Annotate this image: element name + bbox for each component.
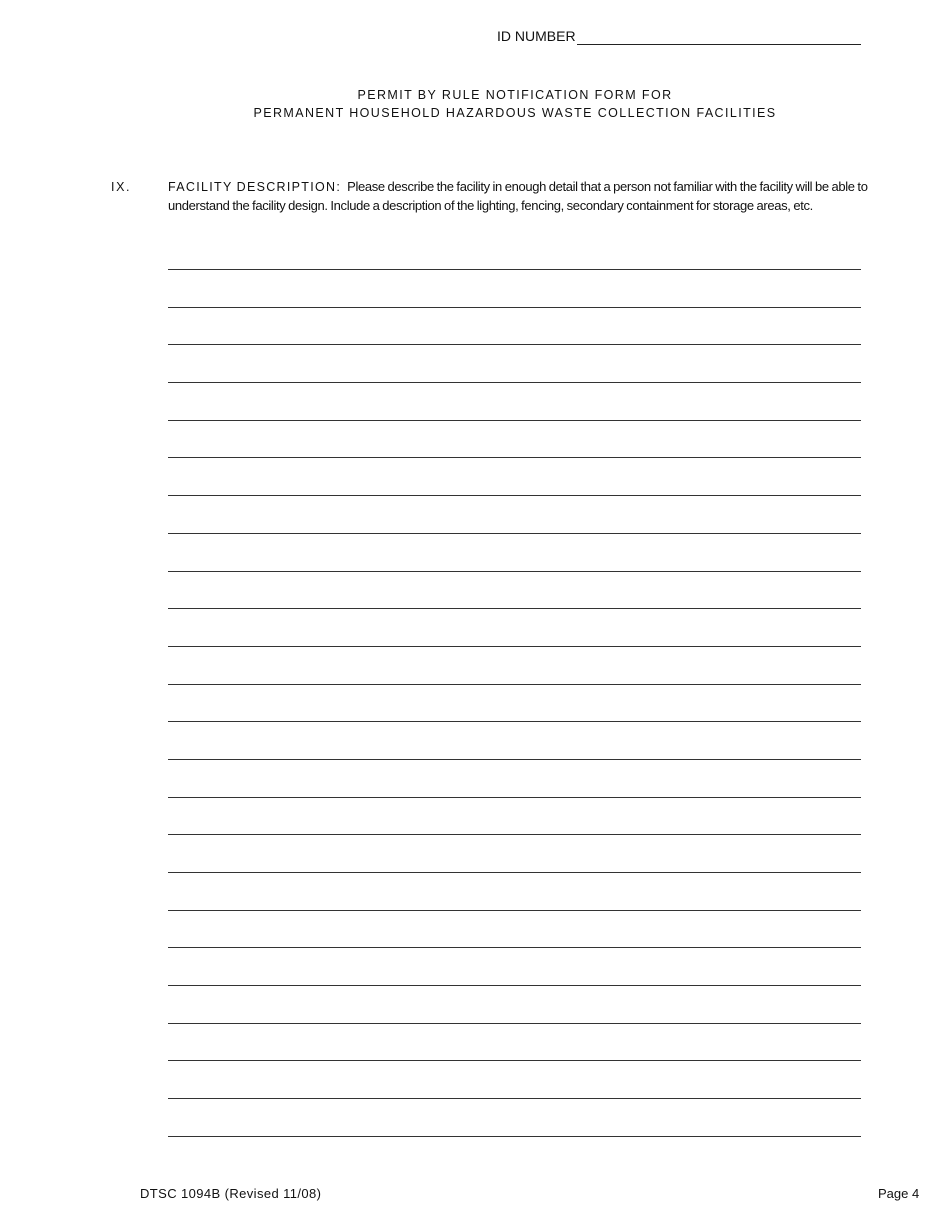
form-title-line-2: PERMANENT HOUSEHOLD HAZARDOUS WASTE COLLECTION FACILITIES [253,106,777,120]
form-id: DTSC 1094B (Revised 11/08) [140,1186,322,1201]
answer-line[interactable] [168,571,861,572]
answer-line[interactable] [168,1136,861,1137]
answer-line[interactable] [168,1060,861,1061]
answer-line[interactable] [168,759,861,760]
form-title-line-1: PERMIT BY RULE NOTIFICATION FORM FOR [357,88,673,102]
answer-line[interactable] [168,834,861,835]
form-title [0,86,950,122]
answer-line[interactable] [168,608,861,609]
answer-line[interactable] [168,646,861,647]
answer-line[interactable] [168,533,861,534]
answer-line[interactable] [168,872,861,873]
answer-line[interactable] [168,495,861,496]
section-instructions: Please describe the facility in enough detail that a person not familiar with the facility will be able to understand the facility design. Include a description of the lighting, fencing, secondary containment for storage areas, etc. [168,179,868,213]
answer-line[interactable] [168,457,861,458]
answer-line[interactable] [168,382,861,383]
answer-line[interactable] [168,721,861,722]
answer-line[interactable] [168,307,861,308]
answer-line[interactable] [168,1098,861,1099]
answer-line[interactable] [168,420,861,421]
answer-line[interactable] [168,910,861,911]
id-number-input-line[interactable] [577,30,861,45]
section-instructions-block [168,178,923,215]
answer-line[interactable] [168,985,861,986]
answer-line[interactable] [168,947,861,948]
answer-line[interactable] [168,797,861,798]
answer-line[interactable] [168,1023,861,1024]
page-number: Page 4 [878,1186,920,1201]
answer-lines [168,269,861,1174]
id-number-field [497,27,861,45]
section-number: IX. [111,180,132,194]
answer-line[interactable] [168,684,861,685]
answer-line[interactable] [168,344,861,345]
id-number-label: ID NUMBER [497,28,576,44]
answer-line[interactable] [168,269,861,270]
section-heading: FACILITY DESCRIPTION: [168,180,342,194]
